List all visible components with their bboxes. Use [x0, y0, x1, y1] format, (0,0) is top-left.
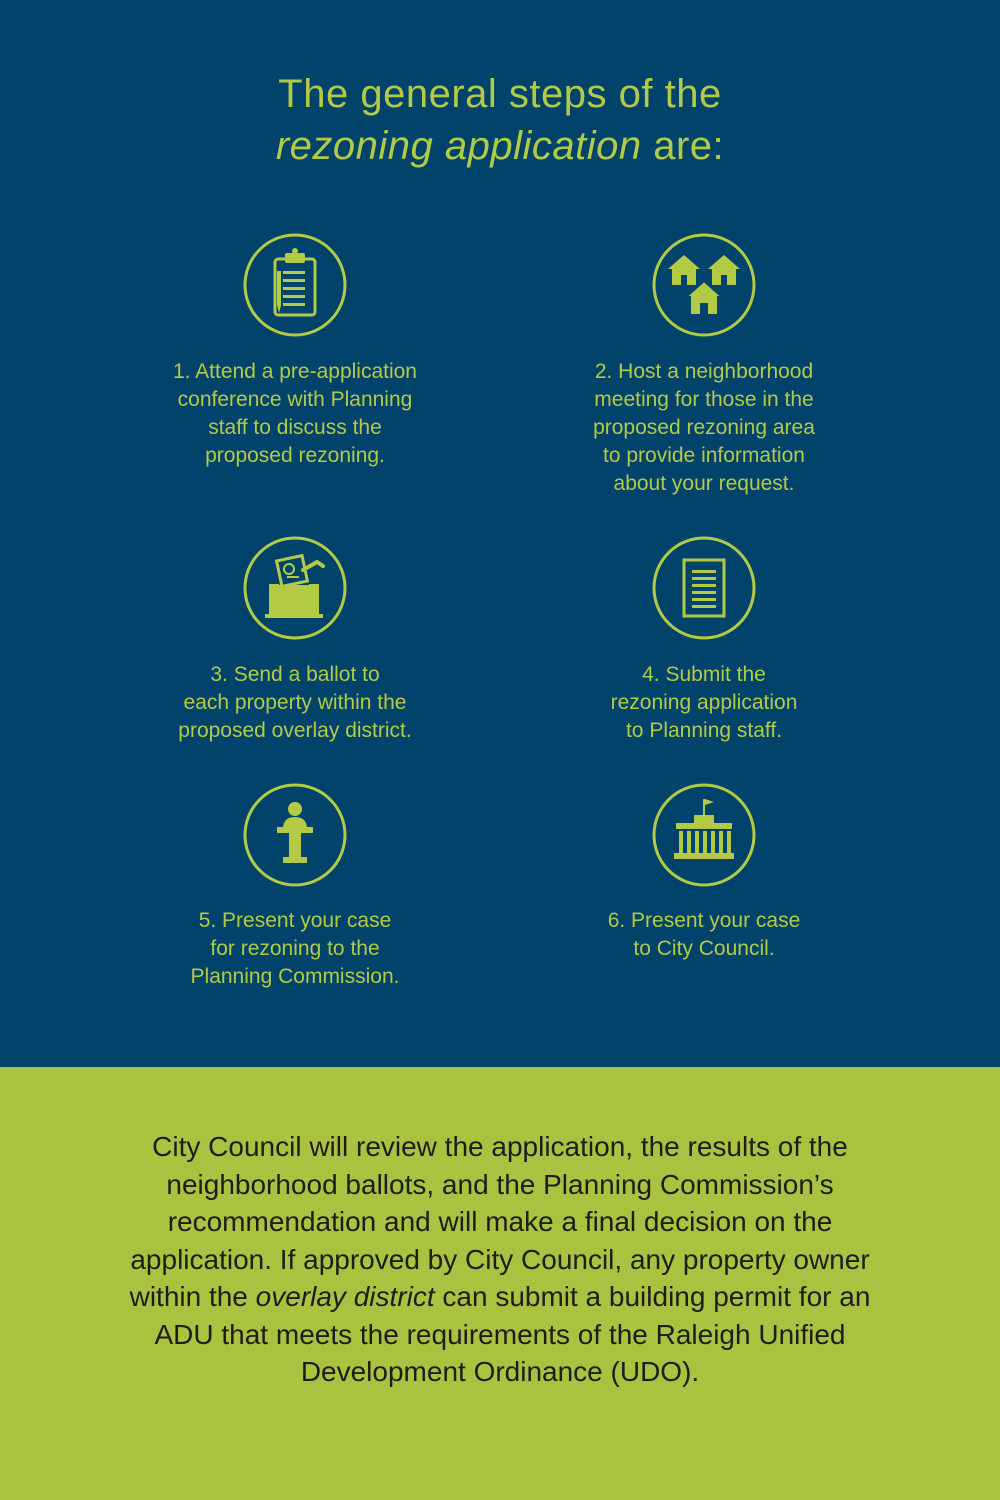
step-6-text: 6. Present your case to City Council.: [607, 909, 801, 960]
step-2-text: 2. Host a neighborhood meeting for those in the proposed rezoning area to provide information about your request.: [593, 360, 815, 495]
ballot-box-icon: [243, 536, 347, 640]
houses-icon: [652, 233, 756, 337]
heading-line-1: The general steps of the: [278, 72, 722, 116]
summary-emphasis: overlay district: [255, 1281, 435, 1312]
summary-text: [100, 1128, 900, 1391]
heading-emphasis: rezoning application: [275, 124, 642, 168]
summary-panel: [0, 1067, 1000, 1500]
step-3-text: 3. Send a ballot to each property within the proposed overlay district.: [178, 663, 412, 742]
summary-part-2: can submit a building permit for an ADU that meets the requirements of the Raleigh Unified Development Ordinance (UDO).: [154, 1281, 871, 1387]
document-icon: [652, 536, 756, 640]
summary-part-1: City Council will review the application, the results of the neighborhood ballots, and the Planning Commission’s recommendation and will make a final decision on the application. If approved by City Council, any property owner within the: [129, 1131, 870, 1312]
clipboard-icon: [243, 233, 347, 337]
heading-line-2-rest: are:: [641, 124, 725, 168]
step-5-text: 5. Present your case for rezoning to the Planning Commission.: [190, 909, 400, 988]
podium-icon: [243, 783, 347, 887]
step-1-text: 1. Attend a pre-application conference with Planning staff to discuss the proposed rezoning.: [172, 360, 417, 467]
city-hall-icon: [652, 783, 756, 887]
step-4-text: 4. Submit the rezoning application to Planning staff.: [610, 663, 798, 742]
page-heading: [0, 68, 1000, 172]
